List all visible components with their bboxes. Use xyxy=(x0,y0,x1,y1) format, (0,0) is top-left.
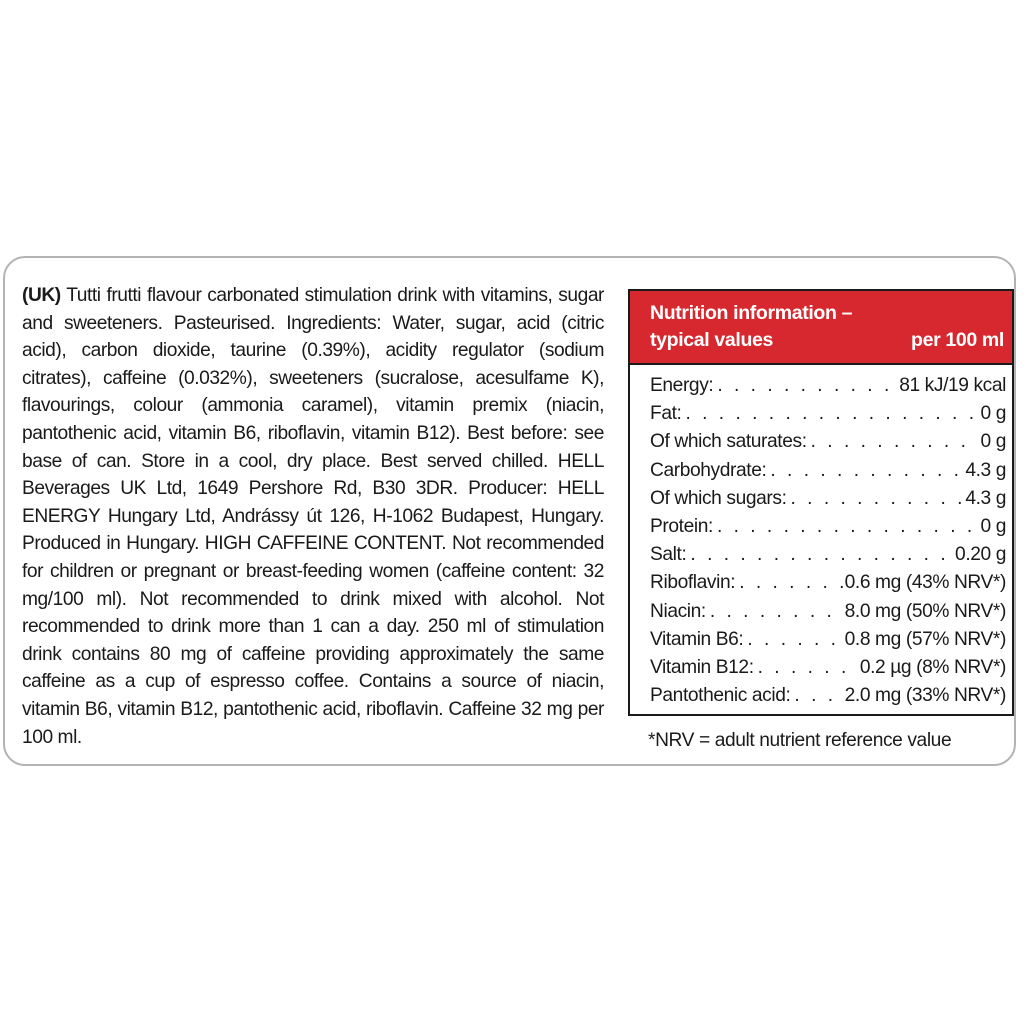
nutrient-value: 0.8 mg (57% NRV*) xyxy=(844,628,1006,650)
nutrient-value: 2.0 mg (33% NRV*) xyxy=(844,685,1006,707)
dot-leader xyxy=(690,541,953,569)
dot-leader xyxy=(770,457,963,485)
dot-leader xyxy=(717,372,897,400)
nutrition-header xyxy=(630,291,1012,365)
nutrient-name: Energy: xyxy=(650,375,714,396)
ingredients-text xyxy=(22,282,604,751)
nutrition-row-fat xyxy=(650,400,1006,428)
per-100ml-label: per 100 ml xyxy=(911,329,1004,351)
ingredients-body: Tutti frutti flavour carbonated stimulation drink with vitamins, sugar and sweeteners. Pasteurised. Ingredients: Water, sugar, acid (citric acid), carbon dioxide, taurine (0.39%), acidity regulator (sodium citrates), caffeine (0.032%), sweeteners (sucralose, acesulfame K), flavourings, colour (ammonia caramel), vitamin premix (niacin, pantothenic acid, vitamin B6, riboflavin, vitamin B12). Best before: see base of can. Store in a cool, dry place. Best served chilled. HELL Beverages UK Ltd, 1649 Pershore Rd, B30 3DR. Producer: HELL ENERGY Hungary Ltd, Andrássy út 126, H-1062 Budapest, Hungary. Produced in Hungary. HIGH CAFFEINE CONTENT. Not recommended for children or pregnant or breast-feeding women (caffeine content: 32 mg/100 ml). Not recommended to drink mixed with alcohol. Not recommended to drink more than 1 can a day. 250 ml of stimulation drink contains 80 mg of caffeine providing approximately the same caffeine as a cup of espresso coffee. Contains a source of niacin, vitamin B6, vitamin B12, pantothenic acid, riboflavin. Caffeine 32 mg per 100 ml. xyxy=(22,285,604,748)
nutrient-name: Pantothenic acid: xyxy=(650,685,791,707)
dot-leader xyxy=(739,569,842,597)
dot-leader xyxy=(747,626,842,654)
nutrition-header-line-1 xyxy=(650,300,1004,327)
nutrition-header-line-2 xyxy=(650,327,1004,354)
nutrient-name: Salt: xyxy=(650,544,687,566)
nutrient-value: 0.2 µg (8% NRV*) xyxy=(859,657,1006,679)
nrv-footnote: *NRV = adult nutrient reference value xyxy=(648,730,952,751)
nutrient-name: Niacin: xyxy=(650,600,706,622)
nutrient-value: 0 g xyxy=(980,431,1006,453)
dot-leader xyxy=(794,682,842,710)
nutrition-row-niacin xyxy=(650,598,1006,626)
nutrient-name: Protein: xyxy=(650,516,713,538)
nutrient-value: 4.3 g xyxy=(965,487,1006,509)
nutrient-name: Of which sugars: xyxy=(650,487,787,509)
nutrition-row-carbohydrate xyxy=(650,457,1006,485)
nutrition-rows xyxy=(630,365,1012,710)
nutrient-value: 8.0 mg (50% NRV*) xyxy=(844,600,1006,622)
nutrient-name: Of which saturates: xyxy=(650,431,807,453)
nutrient-value: 0.20 g xyxy=(955,544,1006,566)
nutrition-row-salt xyxy=(650,541,1006,569)
nutrition-row-sugars xyxy=(650,485,1006,513)
nutrition-row-saturates xyxy=(650,428,1006,456)
nutrition-subtitle: typical values xyxy=(650,329,774,351)
nutrition-row-energy xyxy=(650,372,1006,400)
nutrition-title: Nutrition information – xyxy=(650,302,853,324)
nutrient-name: Vitamin B6: xyxy=(650,628,744,650)
nutrient-value: 81 kJ/19 kcal xyxy=(899,375,1006,396)
dot-leader xyxy=(717,513,979,541)
nutrition-row-vitamin-b6 xyxy=(650,626,1006,654)
nutrient-value: 0.6 mg (43% NRV*) xyxy=(844,572,1006,594)
dot-leader xyxy=(791,485,964,513)
nutrition-row-pantothenic-acid xyxy=(650,682,1006,710)
nutrient-value: 0 g xyxy=(980,516,1006,538)
dot-leader xyxy=(811,428,979,456)
dot-leader xyxy=(710,598,843,626)
dot-leader xyxy=(685,400,978,428)
product-label-card xyxy=(3,256,1016,766)
nutrition-row-riboflavin xyxy=(650,569,1006,597)
nutrient-name: Riboflavin: xyxy=(650,572,736,594)
dot-leader xyxy=(758,654,858,682)
country-code: (UK) xyxy=(22,285,61,306)
nutrient-value: 4.3 g xyxy=(965,459,1006,481)
nutrition-row-vitamin-b12 xyxy=(650,654,1006,682)
nutrient-name: Carbohydrate: xyxy=(650,459,767,481)
nutrient-name: Vitamin B12: xyxy=(650,657,754,679)
nutrient-value: 0 g xyxy=(980,403,1006,425)
nutrition-table xyxy=(628,289,1014,716)
nutrient-name: Fat: xyxy=(650,403,682,425)
nutrition-row-protein xyxy=(650,513,1006,541)
